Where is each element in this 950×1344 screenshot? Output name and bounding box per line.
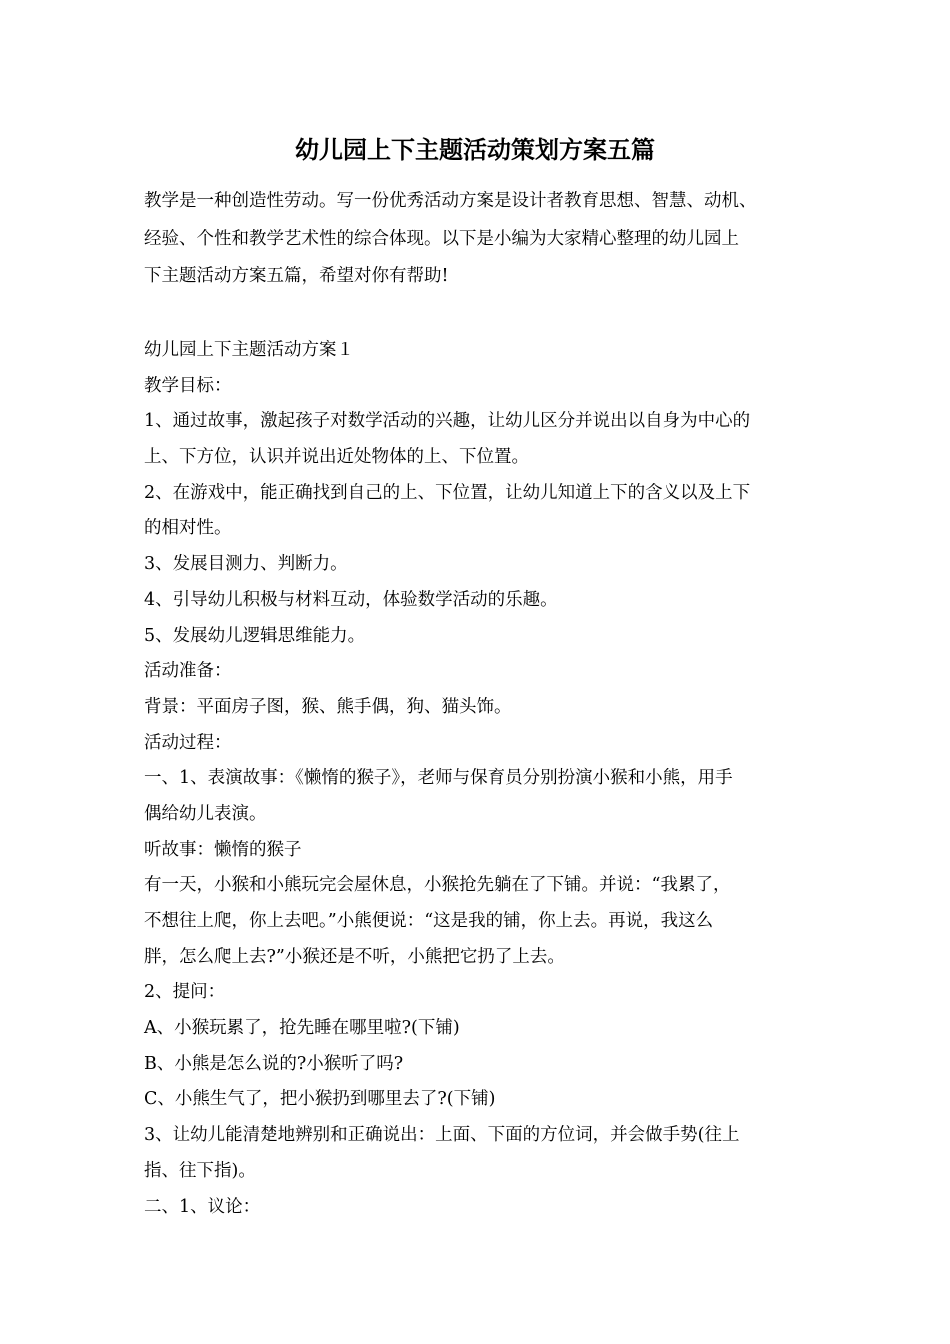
subheading-process: 活动过程： — [144, 732, 232, 753]
section-heading: 幼儿园上下主题活动方案１ — [144, 340, 354, 360]
body-line: 偶给幼儿表演。 — [144, 803, 267, 824]
body-line: C、小熊生气了，把小猴扔到哪里去了?(下铺) — [144, 1089, 496, 1110]
body-line: 3、发展目测力、判断力。 — [144, 554, 348, 575]
body-line: 5、发展幼儿逻辑思维能力。 — [144, 625, 366, 646]
body-line: 胖，怎么爬上去?”小猴还是不听，小熊把它扔了上去。 — [144, 946, 565, 967]
body-line: B、小熊是怎么说的?小猴听了吗? — [144, 1053, 404, 1074]
intro-line: 下主题活动方案五篇，希望对你有帮助! — [144, 266, 449, 286]
intro-line: 教学是一种创造性劳动。写一份优秀活动方案是设计者教育思想、智慧、动机、 — [144, 191, 757, 211]
document-body — [144, 333, 824, 1225]
subheading-preparation: 活动准备： — [144, 661, 232, 682]
body-line: 上、下方位，认识并说出近处物体的上、下位置。 — [144, 447, 529, 468]
body-line: 2、提问： — [144, 982, 226, 1003]
body-line: 一、1、表演故事：《懒惰的猴子》，老师与保育员分别扮演小猴和小熊，用手 — [144, 768, 733, 789]
body-line: 二、1、议论： — [144, 1196, 261, 1217]
subheading-teaching-goals: 教学目标： — [144, 375, 232, 396]
document-content — [144, 183, 824, 1225]
intro-paragraph — [144, 183, 824, 333]
body-line: 背景：平面房子图，猴、熊手偶，狗、猫头饰。 — [144, 696, 512, 717]
body-line: 听故事：懒惰的猴子 — [144, 839, 302, 860]
body-line: 不想往上爬，你上去吧。”小熊便说：“这是我的铺，你上去。再说，我这么 — [144, 911, 714, 931]
intro-line: 经验、个性和教学艺术性的综合体现。以下是小编为大家精心整理的幼儿园上 — [144, 228, 739, 249]
body-line: 4、引导幼儿积极与材料互动，体验数学活动的乐趣。 — [144, 589, 558, 610]
document-title: 幼儿园上下主题活动策划方案五篇 — [295, 135, 655, 164]
body-line: 3、让幼儿能清楚地辨别和正确说出：上面、下面的方位词，并会做手势(往上 — [144, 1125, 740, 1146]
body-line: 的相对性。 — [144, 518, 232, 539]
body-line: A、小猴玩累了，抢先睡在哪里啦?(下铺) — [144, 1018, 460, 1039]
body-line: 1、通过故事，激起孩子对数学活动的兴趣，让幼儿区分并说出以自身为中心的 — [144, 411, 751, 432]
body-line: 有一天，小猴和小熊玩完会屋休息，小猴抢先躺在了下铺。并说：“我累了， — [144, 875, 731, 896]
body-line: 2、在游戏中，能正确找到自己的上、下位置，让幼儿知道上下的含义以及上下 — [144, 482, 751, 503]
body-line: 指、往下指)。 — [144, 1160, 256, 1181]
